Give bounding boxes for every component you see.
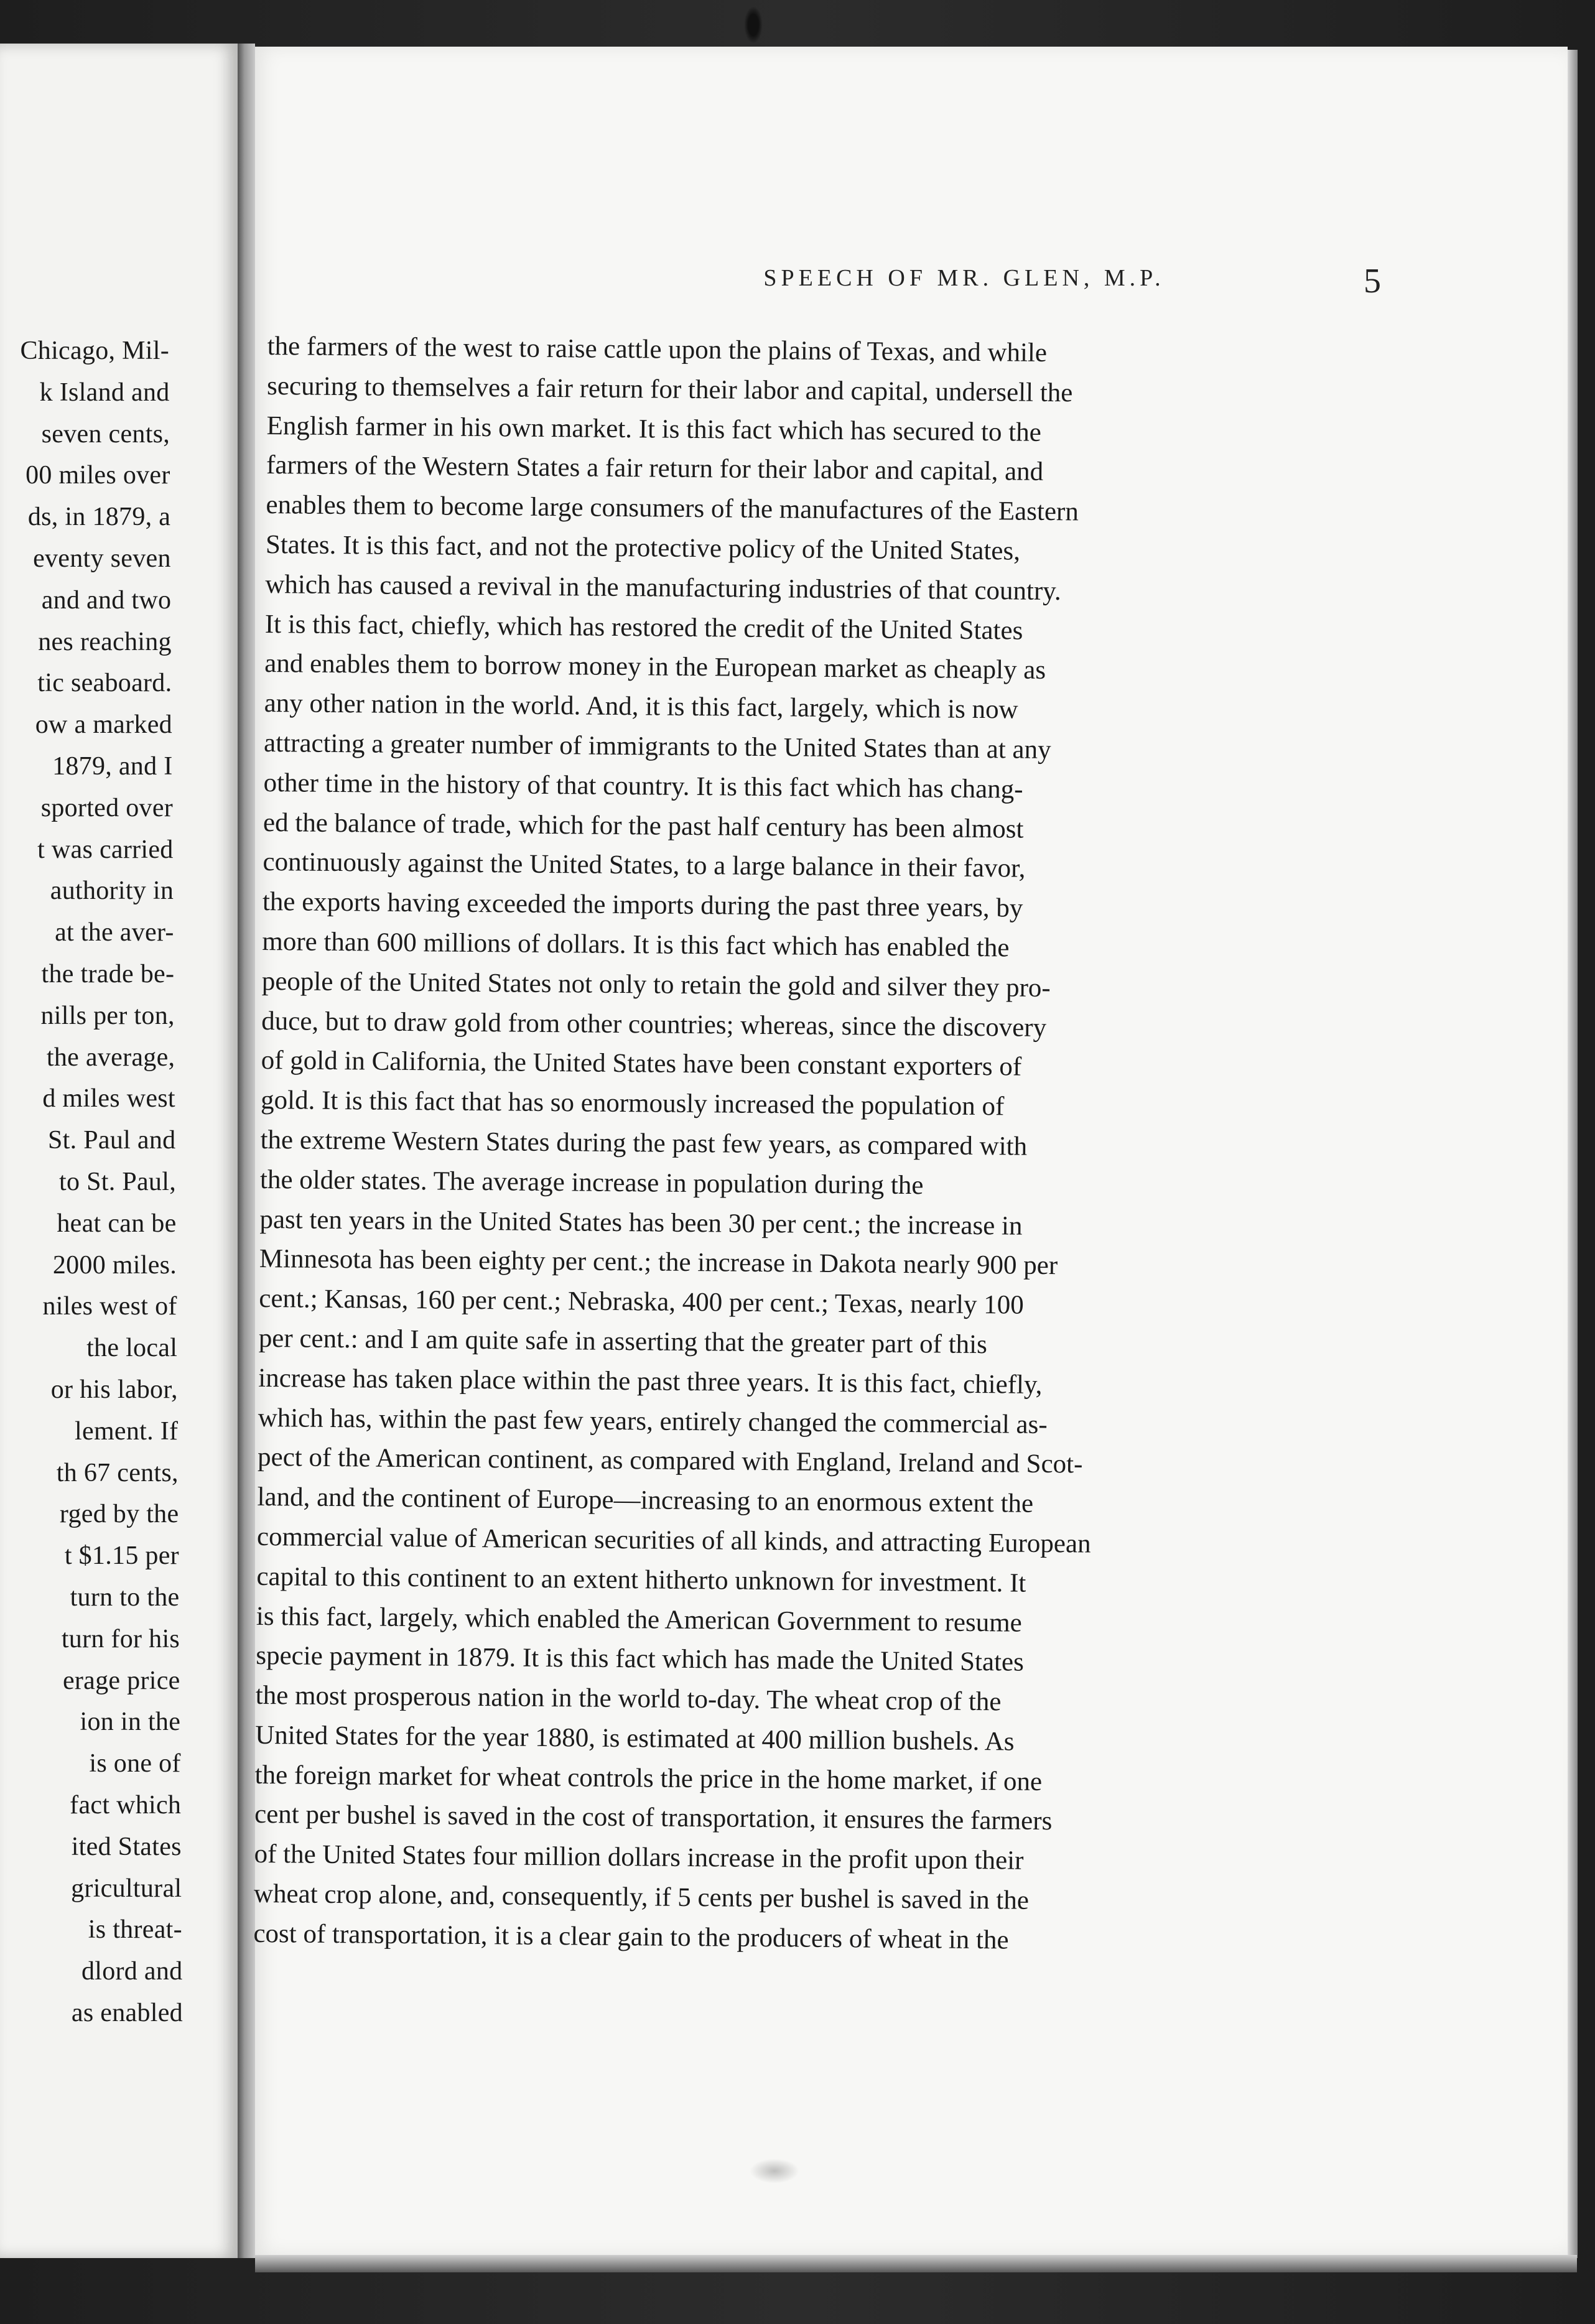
body-line: the exports having exceeded the imports during the past three years, by bbox=[262, 887, 1023, 923]
body-line: farmers of the Western States a fair return for their labor and capital, and bbox=[266, 450, 1044, 487]
left-page-line: is one of bbox=[89, 1749, 181, 1778]
running-header: SPEECH OF MR. GLEN, M.P. bbox=[763, 265, 1165, 291]
left-page-line: ds, in 1879, a bbox=[27, 503, 171, 532]
left-page-line: 2000 miles. bbox=[52, 1250, 177, 1280]
left-page-line: and and two bbox=[41, 585, 172, 615]
left-page-line: ion in the bbox=[80, 1708, 181, 1737]
left-page-line: the average, bbox=[46, 1043, 175, 1072]
left-page-line: the trade be- bbox=[41, 960, 175, 988]
body-line: ed the balance of trade, which for the past half century has been almost bbox=[263, 807, 1024, 844]
body-line: cent.; Kansas, 160 per cent.; Nebraska, 400 per cent.; Texas, nearly 100 bbox=[259, 1284, 1024, 1320]
left-page-line: seven cents, bbox=[41, 419, 170, 449]
left-page-line: t $1.15 per bbox=[64, 1541, 179, 1571]
body-line: people of the United States not only to retain the gold and silver they pro- bbox=[261, 966, 1051, 1003]
body-line: wheat crop alone, and, consequently, if 5 cents per bushel is saved in the bbox=[253, 1879, 1030, 1915]
left-page-line: t was carried bbox=[37, 835, 174, 864]
body-text bbox=[253, 327, 1362, 1963]
body-line: the older states. The average increase in population during the bbox=[259, 1164, 924, 1200]
left-page-line: St. Paul and bbox=[48, 1126, 176, 1155]
body-line: is this fact, largely, which enabled the American Government to resume bbox=[256, 1601, 1022, 1638]
body-line: land, and the continent of Europe—increasing to an enormous extent the bbox=[257, 1482, 1034, 1518]
body-line: of the United States four million dollars increase in the profit upon their bbox=[254, 1839, 1024, 1875]
body-line: United States for the year 1880, is estimated at 400 million bushels. As bbox=[255, 1720, 1015, 1757]
left-page-line: dlord and bbox=[81, 1957, 183, 1986]
body-line: States. It is this fact, and not the protective policy of the United States, bbox=[265, 529, 1021, 566]
page-number: 5 bbox=[1364, 262, 1381, 300]
left-page bbox=[0, 44, 238, 2258]
left-page-line: ited States bbox=[71, 1832, 182, 1861]
body-line: Minnesota has been eighty per cent.; the increase in Dakota nearly 900 per bbox=[259, 1244, 1058, 1281]
left-page-line: nills per ton, bbox=[40, 1001, 175, 1030]
body-line: duce, but to draw gold from other countries; whereas, since the discovery bbox=[261, 1006, 1047, 1043]
left-page-line: the local bbox=[86, 1334, 178, 1363]
body-line: enables them to become large consumers of the manufactures of the Eastern bbox=[266, 490, 1079, 527]
body-line: per cent.: and I am quite safe in asserting that the greater part of this bbox=[258, 1323, 988, 1360]
left-page-line: turn to the bbox=[70, 1583, 180, 1612]
body-line: securing to themselves a fair return for their labor and capital, undersell the bbox=[266, 371, 1073, 408]
body-line: attracting a greater number of immigrants to the United States than at any bbox=[263, 728, 1051, 765]
left-page-line: th 67 cents, bbox=[56, 1458, 179, 1487]
body-line: the most prosperous nation in the world to-day. The wheat crop of the bbox=[255, 1681, 1002, 1717]
left-page-line: authority in bbox=[50, 876, 174, 906]
body-line: cent per bushel is saved in the cost of transportation, it ensures the farmers bbox=[254, 1800, 1053, 1836]
left-page-line: at the aver- bbox=[55, 918, 174, 947]
left-page-line: 1879, and I bbox=[52, 752, 173, 781]
left-page-line: erage price bbox=[62, 1666, 180, 1695]
left-page-line: ow a marked bbox=[35, 710, 172, 740]
left-page-line: is threat- bbox=[88, 1915, 182, 1945]
left-page-line: lement. If bbox=[75, 1416, 179, 1446]
book-gutter bbox=[238, 44, 255, 2258]
left-page-line: to St. Paul, bbox=[59, 1168, 176, 1196]
left-page-line: Chicago, Mil- bbox=[20, 337, 169, 365]
body-line: gold. It is this fact that has so enormously increased the population of bbox=[260, 1085, 1005, 1122]
body-line: continuously against the United States, to a large balance in their favor, bbox=[263, 847, 1026, 884]
body-line: increase has taken place within the past three years. It is this fact, chiefly, bbox=[258, 1363, 1043, 1400]
body-line: other time in the history of that country. It is this fact which has chang- bbox=[263, 768, 1023, 804]
left-page-line: heat can be bbox=[57, 1209, 177, 1238]
left-page-line: gricultural bbox=[71, 1874, 182, 1903]
body-line: which has caused a revival in the manufacturing industries of that country. bbox=[265, 569, 1061, 606]
body-line: the foreign market for wheat controls the price in the home market, if one bbox=[254, 1760, 1043, 1796]
body-line: any other nation in the world. And, it is this fact, largely, which is now bbox=[264, 689, 1018, 725]
body-line: the farmers of the west to raise cattle upon the plains of Texas, and while bbox=[267, 331, 1048, 368]
body-line: which has, within the past few years, entirely changed the commercial as- bbox=[258, 1403, 1048, 1439]
left-page-line: 00 miles over bbox=[26, 461, 170, 490]
body-line: the extreme Western States during the past few years, as compared with bbox=[260, 1125, 1028, 1161]
body-line: capital to this continent to an extent hitherto unknown for investment. It bbox=[256, 1561, 1026, 1598]
left-page-line: d miles west bbox=[42, 1084, 175, 1113]
body-line: It is this fact, chiefly, which has restored the credit of the United States bbox=[264, 609, 1023, 646]
body-line: commercial value of American securities of all kinds, and attracting European bbox=[256, 1522, 1091, 1559]
scan-artifact-bottom bbox=[750, 2159, 799, 2183]
body-line: of gold in California, the United States have been constant exporters of bbox=[261, 1046, 1022, 1082]
left-page-line: niles west of bbox=[42, 1292, 177, 1321]
left-page-line: k Island and bbox=[39, 378, 170, 407]
page-edge-right bbox=[1568, 50, 1578, 2258]
scan-artifact-top bbox=[744, 6, 763, 44]
left-page-line: or his labor, bbox=[50, 1375, 178, 1404]
body-line: English farmer in his own market. It is this fact which has secured to the bbox=[266, 411, 1042, 447]
left-page-line: eventy seven bbox=[33, 544, 171, 573]
body-line: more than 600 millions of dollars. It is this fact which has enabled the bbox=[262, 926, 1010, 963]
left-page-line: fact which bbox=[70, 1791, 182, 1820]
body-line: past ten years in the United States has been 30 per cent.; the increase in bbox=[259, 1204, 1023, 1241]
left-page-line: tic seaboard. bbox=[37, 669, 172, 698]
body-line: cost of transportation, it is a clear gain to the producers of wheat in the bbox=[253, 1918, 1009, 1955]
left-page-line: turn for his bbox=[61, 1624, 180, 1653]
body-line: pect of the American continent, as compared with England, Ireland and Scot- bbox=[257, 1443, 1083, 1479]
left-page-line: rged by the bbox=[59, 1500, 179, 1529]
body-line: specie payment in 1879. It is this fact which has made the United States bbox=[256, 1641, 1025, 1677]
left-page-line: sported over bbox=[40, 793, 174, 822]
page-edge-bottom bbox=[255, 2255, 1577, 2272]
left-page-line: as enabled bbox=[71, 1999, 183, 2027]
body-line: and enables them to borrow money in the European market as cheaply as bbox=[264, 649, 1046, 686]
left-page-line: nes reaching bbox=[38, 627, 172, 656]
